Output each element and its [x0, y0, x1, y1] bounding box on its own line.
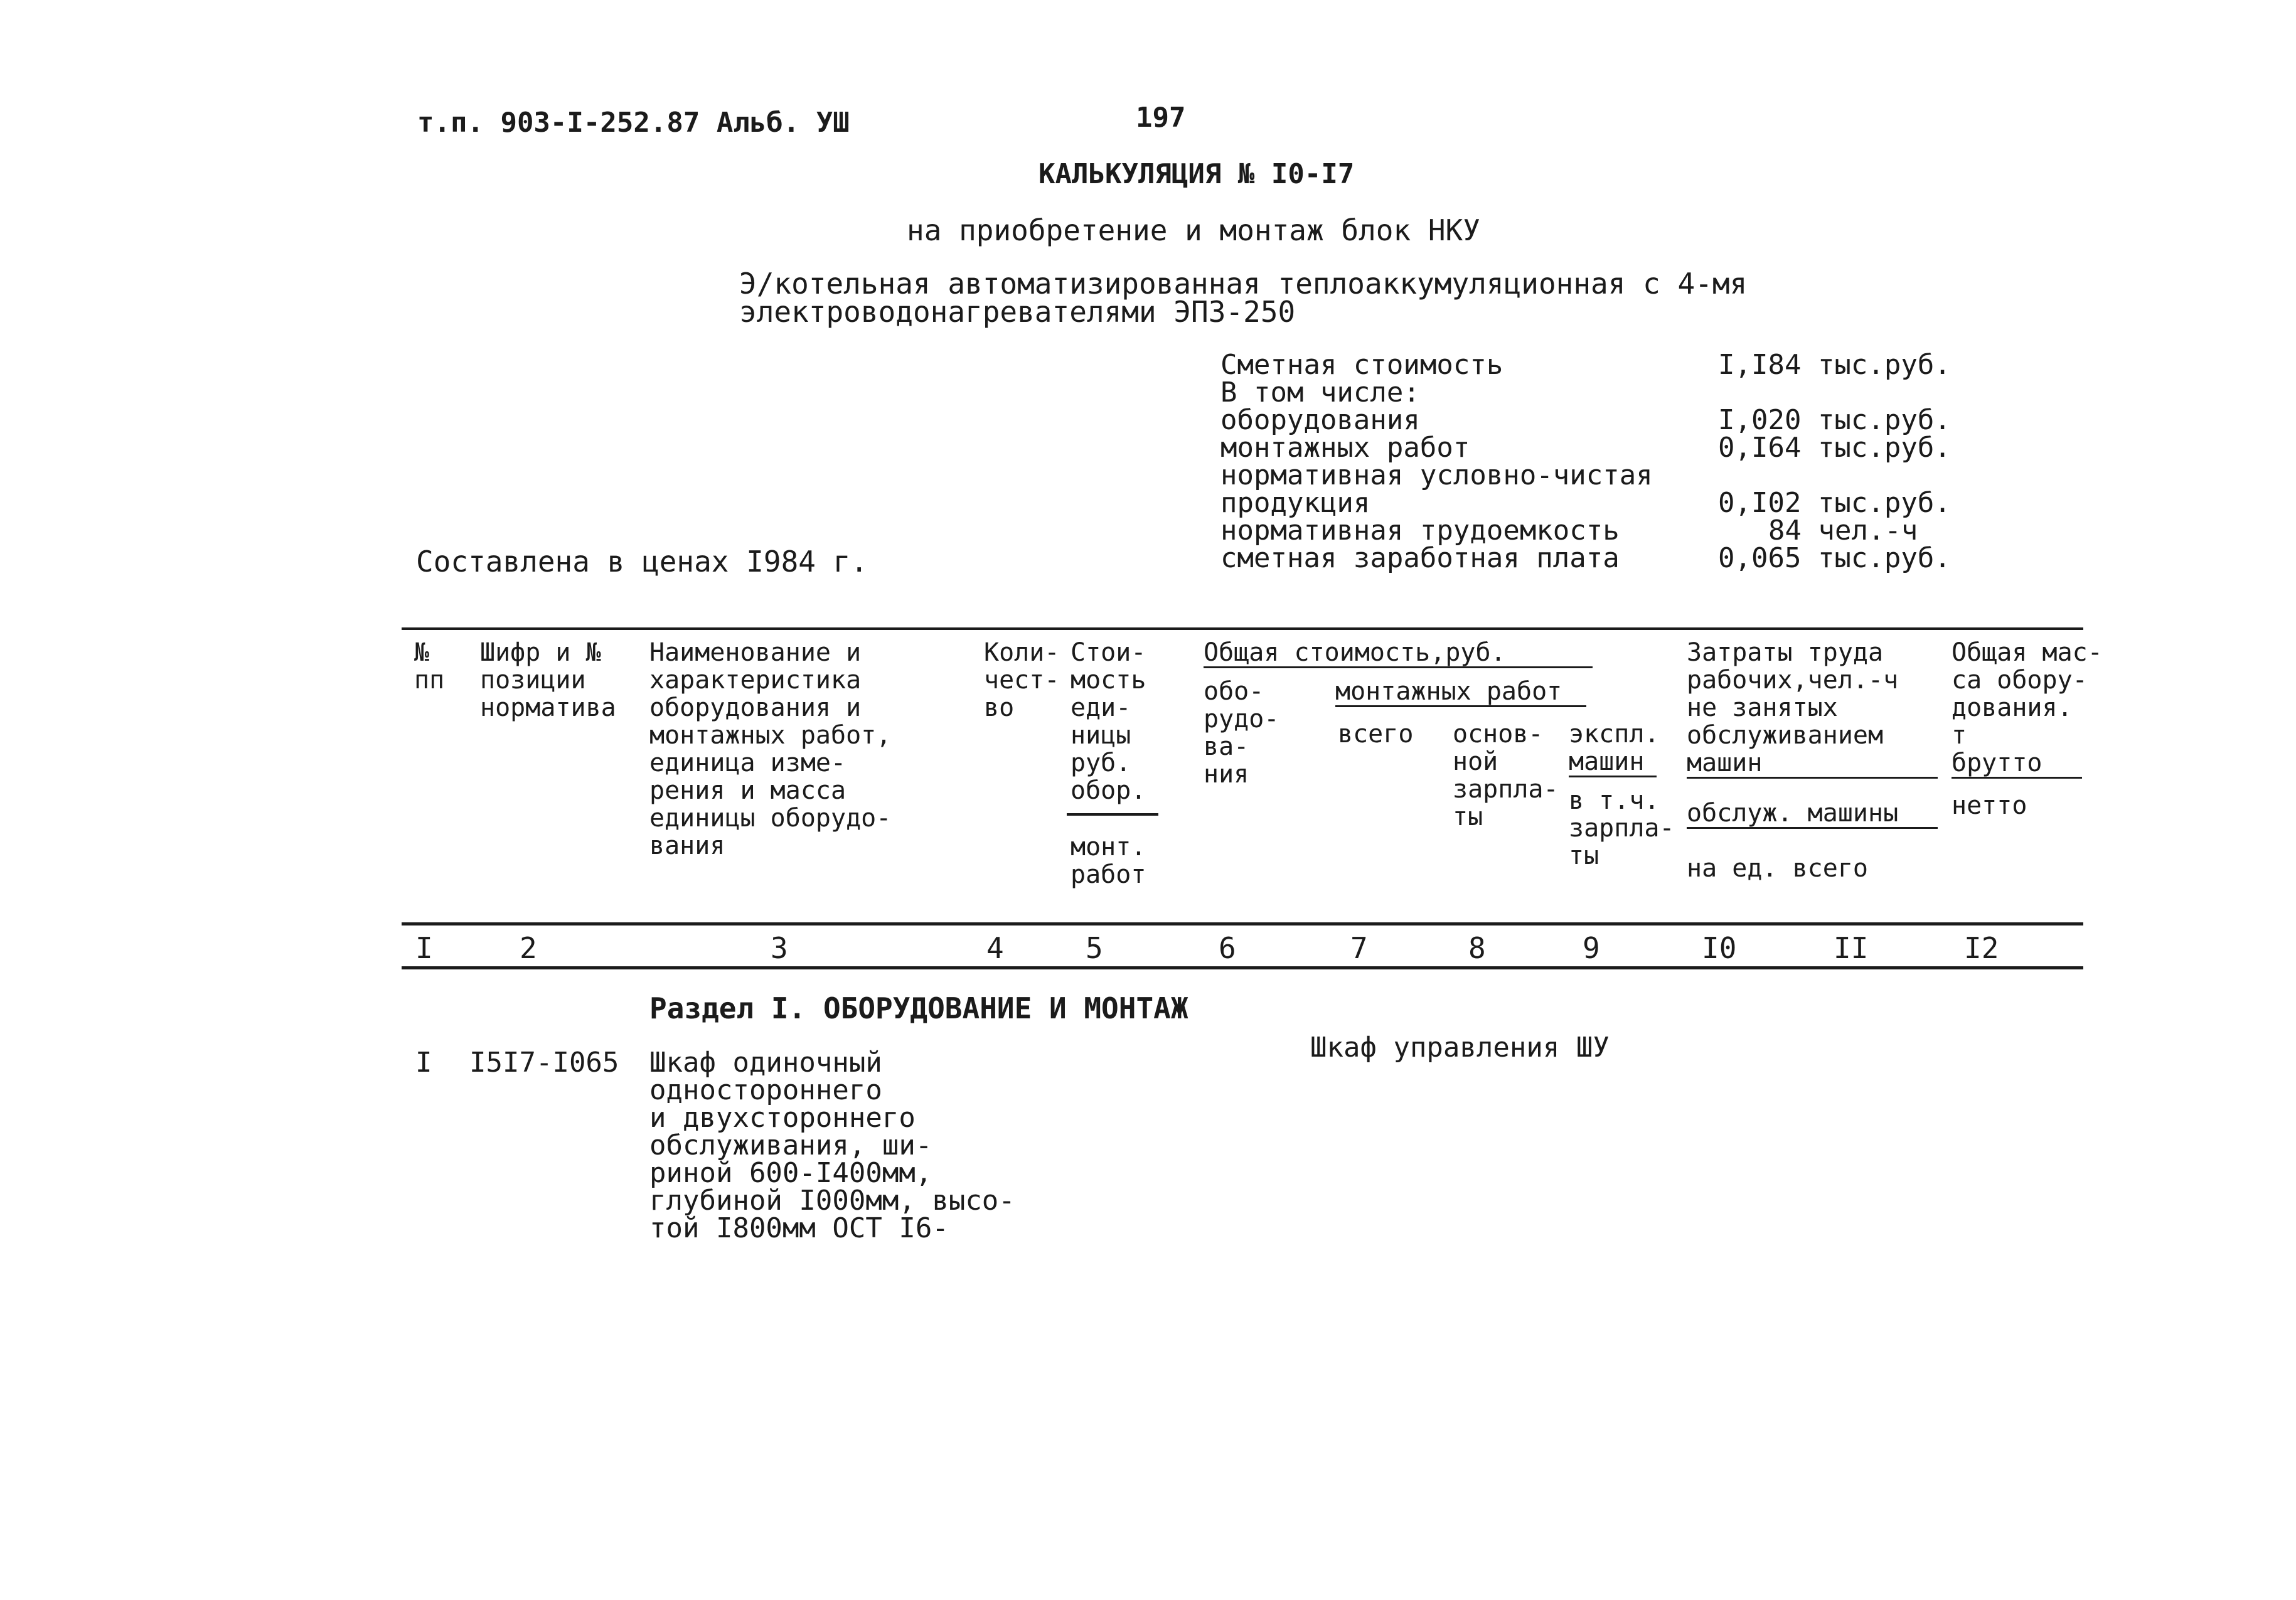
- summary-value: I,I84 тыс.руб.: [1718, 349, 1951, 381]
- column-number: 4: [986, 931, 1004, 965]
- table-top-rule: [402, 627, 2083, 630]
- column-numbers-top-rule: [402, 922, 2083, 925]
- header-col-9-top: экспл.: [1569, 720, 1660, 749]
- column-number: 5: [1086, 931, 1103, 965]
- column-number: I0: [1702, 931, 1737, 965]
- column-number: 3: [771, 931, 788, 965]
- header-col-5: Стои- мость еди- ницы руб. обор.: [1071, 638, 1146, 805]
- summary-value: 0,I64 тыс.руб.: [1718, 432, 1951, 464]
- column-number: I2: [1964, 931, 1999, 965]
- header-col-1: № пп: [414, 638, 445, 695]
- summary-label: сметная заработная плата: [1220, 542, 1620, 574]
- prices-note: Составлена в ценах I984 г.: [416, 545, 868, 579]
- header-col-9-machines: машин: [1569, 748, 1657, 777]
- column-numbers-bottom-rule: [402, 966, 2083, 969]
- summary-label: нормативная условно-чистая: [1220, 459, 1653, 491]
- summary-label: продукция: [1220, 487, 1370, 519]
- summary-label: нормативная трудоемкость: [1220, 515, 1620, 547]
- header-col-4: Коли- чест- во: [984, 638, 1060, 722]
- summary-label: монтажных работ: [1220, 432, 1470, 464]
- column-number: 7: [1350, 931, 1368, 965]
- column-number: 2: [520, 931, 537, 965]
- summary-label: В том числе:: [1220, 376, 1420, 408]
- section-title: Раздел I. ОБОРУДОВАНИЕ И МОНТАЖ: [649, 991, 1188, 1025]
- row-note: Шкаф управления ШУ: [1310, 1032, 1610, 1064]
- header-col-2: Шифр и № позиции норматива: [480, 638, 616, 722]
- summary-label: Сметная стоимость: [1220, 349, 1503, 381]
- row-name: Шкаф одиночный одностороннего и двухстороннего обслуживания, ши- риной 600-I400мм, глубиной I000мм, высо- той I800мм ОСТ I6-: [649, 1047, 1015, 1244]
- summary-value: I,020 тыс.руб.: [1718, 404, 1951, 436]
- header-col-5-bottom: монт. работ: [1071, 833, 1146, 889]
- column-number: II: [1834, 931, 1869, 965]
- header-labor-service: обслуж. машины: [1687, 799, 1938, 829]
- header-mount-works: монтажных работ: [1335, 678, 1586, 707]
- header-col-6: обо- рудо- ва- ния: [1204, 677, 1279, 789]
- header-labor-units: на ед. всего: [1687, 854, 1868, 883]
- summary-value: 0,065 тыс.руб.: [1718, 542, 1951, 574]
- calculation-subtitle: на приобретение и монтаж блок НКУ: [907, 213, 1480, 247]
- header-total-cost: Общая стоимость,руб.: [1204, 639, 1593, 668]
- header-mass-net: нетто: [1952, 791, 2027, 820]
- header-col-9-bottom: в т.ч. зарпла- ты: [1569, 786, 1675, 870]
- header-col-7: всего: [1338, 720, 1414, 749]
- header-col-8: основ- ной зарпла- ты: [1453, 720, 1559, 831]
- column-number: 8: [1468, 931, 1486, 965]
- document-reference: т.п. 903-I-252.87 Альб. УШ: [417, 107, 850, 139]
- page-number: 197: [1136, 102, 1186, 134]
- header-labor-machines: машин: [1687, 749, 1938, 779]
- col-5-divider: [1067, 813, 1158, 816]
- row-code: I5I7-I065: [469, 1047, 619, 1079]
- row-number: I: [415, 1047, 432, 1079]
- summary-value: 0,I02 тыс.руб.: [1718, 487, 1951, 519]
- calculation-title: КАЛЬКУЛЯЦИЯ № I0-I7: [1039, 158, 1355, 190]
- header-col-3: Наименование и характеристика оборудования и монтажных работ, единица изме- рения и масса единицы оборудо- вания: [649, 638, 892, 860]
- object-line-2: электроводонагревателями ЭПЗ-250: [739, 295, 1296, 329]
- summary-value: 84 чел.-ч: [1768, 515, 1918, 547]
- column-number: 9: [1583, 931, 1600, 965]
- header-labor: Затраты труда рабочих,чел.-ч не занятых обслуживанием: [1687, 638, 1899, 750]
- header-mass: Общая мас- са обору- дования. т: [1952, 638, 2103, 750]
- column-number: 6: [1219, 931, 1236, 965]
- summary-label: оборудования: [1220, 404, 1420, 436]
- header-mass-gross: брутто: [1952, 749, 2082, 779]
- object-line-1: Э/котельная автоматизированная теплоаккумуляционная с 4-мя: [739, 267, 1748, 301]
- column-number: I: [415, 931, 433, 965]
